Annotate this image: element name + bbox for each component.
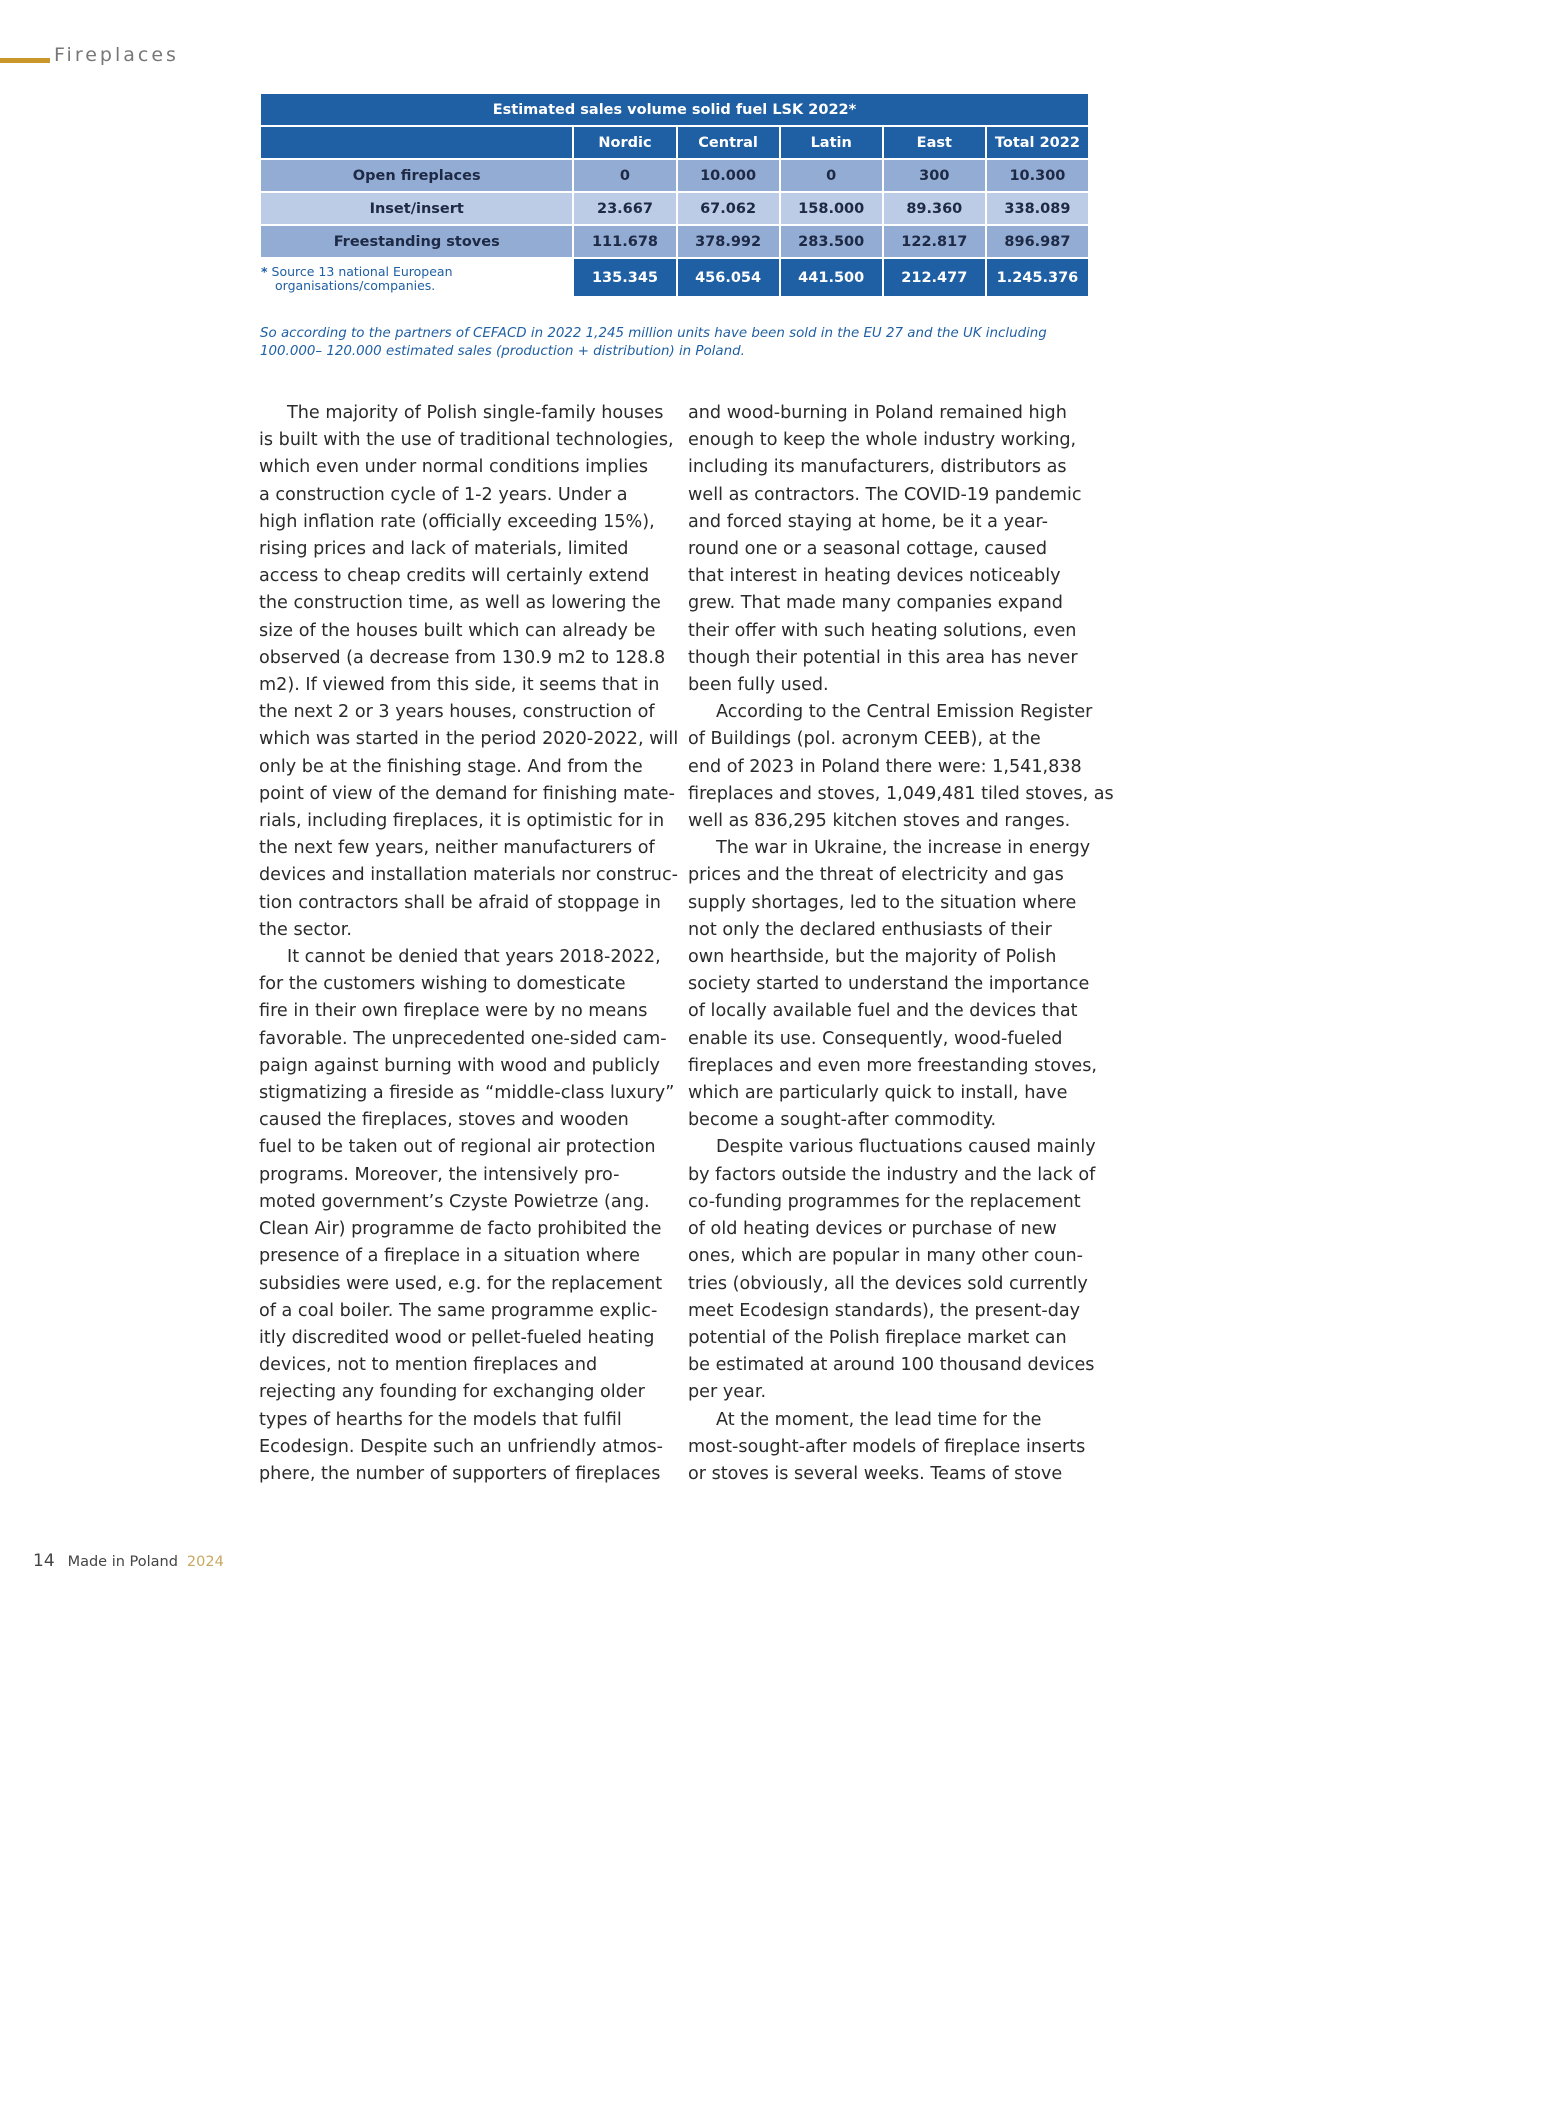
text-line: that interest in heating devices noticeably — [688, 566, 1061, 587]
text-line: the sector. — [259, 919, 353, 940]
text-line: the next 2 or 3 years houses, construction of — [259, 702, 655, 723]
text-line: potential of the Polish fireplace market can — [688, 1327, 1067, 1348]
text-line: fuel to be taken out of regional air protection — [259, 1137, 656, 1158]
text-line: rejecting any founding for exchanging older — [259, 1382, 645, 1403]
note-line-1: Source 13 national European — [271, 264, 453, 279]
cell: 896.987 — [987, 226, 1088, 257]
text-line: presence of a fireplace in a situation where — [259, 1246, 640, 1267]
table-row — [261, 226, 1088, 257]
text-line: the construction time, as well as lowering the — [259, 593, 661, 614]
text-line: which was started in the period 2020-2022, will — [259, 729, 679, 750]
cell: 89.360 — [884, 193, 985, 224]
cell: 122.817 — [884, 226, 985, 257]
text-line: enough to keep the whole industry working, — [688, 430, 1077, 451]
text-line: tion contractors shall be afraid of stoppage in — [259, 892, 661, 913]
text-line: become a sought-after commodity. — [688, 1110, 997, 1131]
text-line: fireplaces and stoves, 1,049,481 tiled stoves, as — [688, 783, 1114, 804]
table-source-note — [261, 259, 572, 296]
text-line: well as contractors. The COVID-19 pandemic — [688, 484, 1082, 505]
text-line: grew. That made many companies expand — [688, 593, 1063, 614]
text-line: point of view of the demand for finishing mate- — [259, 783, 675, 804]
text-line: of locally available fuel and the devices that — [688, 1001, 1078, 1022]
text-line: rials, including fireplaces, it is optimistic for in — [259, 811, 665, 832]
sales-volume-table — [259, 92, 1090, 298]
cell: 10.300 — [987, 160, 1088, 191]
note-line-2: organisations/companies. — [275, 278, 436, 293]
publication-year: 2024 — [186, 1554, 224, 1570]
text-line: stigmatizing a fireside as “middle-class luxury” — [259, 1083, 675, 1104]
cell: 67.062 — [678, 193, 779, 224]
text-line: of Buildings (pol. acronym CEEB), at the — [688, 729, 1041, 750]
text-line: own hearthside, but the majority of Polish — [688, 947, 1057, 968]
text-line: At the moment, the lead time for the — [716, 1409, 1042, 1430]
table-caption — [260, 325, 1060, 361]
text-line: access to cheap credits will certainly extend — [259, 566, 650, 587]
text-line: not only the declared enthusiasts of their — [688, 919, 1052, 940]
total-cell: 212.477 — [884, 259, 985, 296]
text-line: types of hearths for the models that fulfil — [259, 1409, 622, 1430]
cell: 338.089 — [987, 193, 1088, 224]
note-asterisk: * — [261, 264, 268, 279]
text-line: of a coal boiler. The same programme explic- — [259, 1300, 658, 1321]
text-line: round one or a seasonal cottage, caused — [688, 539, 1048, 560]
cell: 158.000 — [781, 193, 882, 224]
text-line: for the customers wishing to domesticate — [259, 974, 626, 995]
row-label: Freestanding stoves — [261, 226, 572, 257]
row-label: Open fireplaces — [261, 160, 572, 191]
text-line: or stoves is several weeks. Teams of stove — [688, 1463, 1063, 1484]
text-line: society started to understand the importance — [688, 974, 1090, 995]
section-title: Fireplaces — [54, 44, 179, 66]
text-line: and forced staying at home, be it a year- — [688, 511, 1048, 532]
text-line: meet Ecodesign standards), the present-day — [688, 1300, 1081, 1321]
table-title: Estimated sales volume solid fuel LSK 2022* — [261, 94, 1088, 125]
text-line: favorable. The unprecedented one-sided cam- — [259, 1028, 667, 1049]
page-footer — [33, 1551, 224, 1571]
table-title-row — [261, 94, 1088, 125]
text-line: co-funding programmes for the replacement — [688, 1191, 1081, 1212]
text-line: which even under normal conditions implies — [259, 457, 649, 478]
cell: 23.667 — [574, 193, 675, 224]
table-header-row — [261, 127, 1088, 158]
text-line: The majority of Polish single-family houses — [287, 403, 664, 423]
text-line: end of 2023 in Poland there were: 1,541,838 — [688, 756, 1082, 777]
cell: 0 — [574, 160, 675, 191]
text-line: supply shortages, led to the situation where — [688, 892, 1077, 913]
cell: 378.992 — [678, 226, 779, 257]
text-line: most-sought-after models of fireplace inserts — [688, 1436, 1086, 1457]
header-total: Total 2022 — [987, 127, 1088, 158]
text-line: phere, the number of supporters of fireplaces — [259, 1463, 661, 1484]
text-line: fire in their own fireplace were by no means — [259, 1001, 648, 1022]
cell: 111.678 — [574, 226, 675, 257]
article-column-left — [259, 400, 679, 1488]
text-line: is built with the use of traditional technologies, — [259, 430, 674, 451]
text-line: programs. Moreover, the intensively pro- — [259, 1164, 620, 1185]
text-line: of old heating devices or purchase of new — [688, 1219, 1057, 1240]
header-blank-cell — [261, 127, 572, 158]
header-latin: Latin — [781, 127, 882, 158]
text-line: The war in Ukraine, the increase in energy — [716, 838, 1091, 859]
table-row — [261, 160, 1088, 191]
cell: 0 — [781, 160, 882, 191]
total-cell: 1.245.376 — [987, 259, 1088, 296]
table-total-row — [261, 259, 1088, 296]
text-line: tries (obviously, all the devices sold currently — [688, 1273, 1088, 1294]
text-line: observed (a decrease from 130.9 m2 to 128.8 — [259, 647, 666, 668]
text-line: enable its use. Consequently, wood-fueled — [688, 1028, 1063, 1049]
text-line: a construction cycle of 1-2 years. Under a — [259, 484, 628, 505]
table-row — [261, 193, 1088, 224]
caption-line-1: So according to the partners of CEFACD in 2022 1,245 million units have been sold in the EU 27 and the UK including — [260, 326, 1047, 341]
total-cell: 456.054 — [678, 259, 779, 296]
text-line: fireplaces and even more freestanding stoves, — [688, 1055, 1097, 1076]
text-line: Ecodesign. Despite such an unfriendly atmos- — [259, 1436, 664, 1457]
text-line: per year. — [688, 1382, 767, 1403]
article-column-right — [688, 400, 1114, 1488]
cell: 283.500 — [781, 226, 882, 257]
text-line: including its manufacturers, distributors as — [688, 457, 1067, 478]
text-line: well as 836,295 kitchen stoves and ranges. — [688, 811, 1071, 832]
text-line: paign against burning with wood and publicly — [259, 1055, 660, 1076]
header-east: East — [884, 127, 985, 158]
text-line: devices, not to mention fireplaces and — [259, 1355, 598, 1376]
text-line: caused the fireplaces, stoves and wooden — [259, 1110, 629, 1131]
header-nordic: Nordic — [574, 127, 675, 158]
text-line: size of the houses built which can already be — [259, 620, 656, 641]
cell: 300 — [884, 160, 985, 191]
page-number: 14 — [33, 1551, 55, 1571]
text-line: only be at the finishing stage. And from the — [259, 756, 643, 777]
cell: 10.000 — [678, 160, 779, 191]
caption-line-2: 100.000– 120.000 estimated sales (production + distribution) in Poland. — [260, 344, 745, 359]
text-line: devices and installation materials nor construc- — [259, 865, 678, 886]
text-line: Despite various fluctuations caused mainly — [716, 1137, 1096, 1158]
text-line: itly discredited wood or pellet-fueled heating — [259, 1327, 655, 1348]
text-line: their offer with such heating solutions, even — [688, 620, 1077, 641]
text-line: subsidies were used, e.g. for the replacement — [259, 1273, 663, 1294]
text-line: which are particularly quick to install, have — [688, 1083, 1068, 1104]
publication-name: Made in Poland — [67, 1554, 178, 1570]
total-cell: 135.345 — [574, 259, 675, 296]
text-line: high inflation rate (officially exceeding 15%), — [259, 511, 655, 532]
text-line: rising prices and lack of materials, limited — [259, 539, 629, 560]
text-line: It cannot be denied that years 2018-2022, — [287, 947, 661, 968]
section-accent-bar — [0, 58, 50, 63]
text-line: though their potential in this area has never — [688, 647, 1078, 668]
text-line: m2). If viewed from this side, it seems that in — [259, 675, 660, 696]
text-line: prices and the threat of electricity and gas — [688, 865, 1064, 886]
total-cell: 441.500 — [781, 259, 882, 296]
text-line: and wood-burning in Poland remained high — [688, 403, 1067, 423]
row-label: Inset/insert — [261, 193, 572, 224]
text-line: be estimated at around 100 thousand devices — [688, 1355, 1095, 1376]
text-line: the next few years, neither manufacturers of — [259, 838, 655, 859]
text-line: ones, which are popular in many other coun- — [688, 1246, 1083, 1267]
text-line: According to the Central Emission Register — [716, 702, 1093, 723]
text-line: been fully used. — [688, 675, 829, 696]
text-line: by factors outside the industry and the lack of — [688, 1164, 1096, 1185]
text-line: moted government’s Czyste Powietrze (ang. — [259, 1191, 650, 1212]
text-line: Clean Air) programme de facto prohibited the — [259, 1219, 662, 1240]
header-central: Central — [678, 127, 779, 158]
